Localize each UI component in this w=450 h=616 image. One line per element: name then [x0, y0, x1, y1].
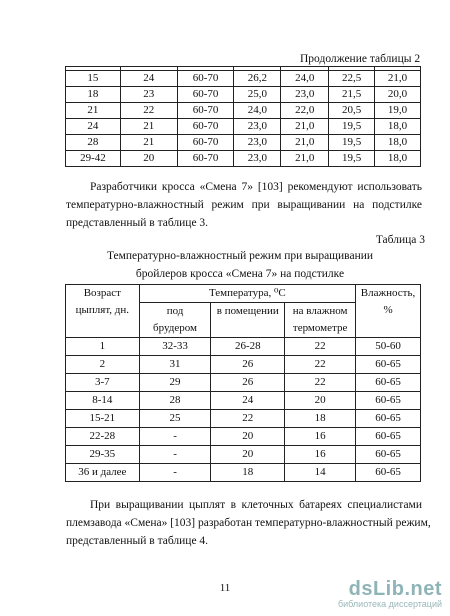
table-cell: 36 и далее	[66, 464, 140, 482]
table-cell: 24	[66, 119, 121, 135]
table-row	[66, 119, 421, 135]
table-cell: 60-65	[356, 392, 421, 410]
table-cell: 20	[211, 428, 285, 446]
under-brooder-line: под	[166, 305, 184, 317]
age-header	[66, 285, 140, 338]
paragraph-1	[66, 178, 422, 232]
table-cell: 60-70	[177, 151, 234, 167]
table-cell: 21,0	[375, 71, 421, 87]
table-row	[66, 338, 421, 356]
paragraph-2	[66, 496, 431, 550]
table-cell: 14	[285, 464, 356, 482]
paragraph-line: При выращивании цыплят в клеточных батареях специалистами	[90, 499, 422, 511]
table-cell: 21,0	[281, 135, 329, 151]
wet-thermometer-line: на влажном	[292, 305, 348, 317]
paragraph-line: представленный в таблице 4.	[66, 535, 209, 547]
humidity-header-line: Влажность,	[360, 287, 416, 299]
table-cell: 21,0	[281, 151, 329, 167]
table-cell: 3-7	[66, 374, 140, 392]
under-brooder-header	[139, 303, 211, 338]
table-cell: 8-14	[66, 392, 140, 410]
table-row	[66, 71, 421, 87]
table-cell: 60-65	[356, 446, 421, 464]
table-cell: 18,0	[375, 151, 421, 167]
table-row	[66, 410, 421, 428]
table-cell: 60-70	[177, 103, 234, 119]
table-row	[66, 446, 421, 464]
caption-line: Температурно-влажностный режим при выращивании	[106, 250, 374, 262]
table-cell: 32-33	[139, 338, 211, 356]
table-cell: 2	[66, 356, 140, 374]
table-cell: 22	[285, 374, 356, 392]
humidity-header	[356, 285, 421, 338]
table-cell: 20	[285, 392, 356, 410]
table-cell: 22-28	[66, 428, 140, 446]
paragraph-line: температурно-влажностный режим при выращивании на подстилке	[66, 199, 422, 211]
table-cell: 15-21	[66, 410, 140, 428]
table-cell: 18	[211, 464, 285, 482]
table-cell: -	[139, 464, 211, 482]
table-cell: 21	[66, 103, 121, 119]
temperature-header: Температура, ⁰С	[139, 285, 355, 303]
table-row	[66, 103, 421, 119]
table-cell: 50-60	[356, 338, 421, 356]
in-room-header: в помещении	[211, 303, 285, 338]
table-cell: 23	[120, 87, 177, 103]
table-cell: 18,0	[375, 135, 421, 151]
page-number: 11	[219, 582, 231, 594]
age-header-line: Возраст	[83, 287, 121, 299]
table-cell: 24,0	[234, 103, 281, 119]
table-cell: 19,5	[329, 151, 375, 167]
wet-thermometer-header	[285, 303, 356, 338]
table3	[65, 284, 421, 482]
table-cell: 23,0	[281, 87, 329, 103]
table-cell: 20,5	[329, 103, 375, 119]
humidity-header-line: %	[383, 304, 393, 316]
table-cell: 60-65	[356, 428, 421, 446]
table-cell: 26,2	[234, 71, 281, 87]
paragraph-line: представленный в таблице 3.	[66, 217, 209, 229]
table-cell: 25,0	[234, 87, 281, 103]
age-header-line: цыплят, дн.	[75, 304, 130, 316]
table-cell: 28	[139, 392, 211, 410]
watermark-subtitle: библиотека диссертаций	[337, 599, 442, 609]
table-cell: 26-28	[211, 338, 285, 356]
table-cell: 18,0	[375, 119, 421, 135]
table-cell: 22,0	[281, 103, 329, 119]
table-cell: 24	[120, 71, 177, 87]
table-row	[66, 87, 421, 103]
table-cell: 60-70	[177, 135, 234, 151]
table-cell: 60-70	[177, 119, 234, 135]
table-cell: 22	[285, 356, 356, 374]
table-cell: 24,0	[281, 71, 329, 87]
table-cell: 19,5	[329, 135, 375, 151]
table-cell: 20	[120, 151, 177, 167]
table-row	[66, 464, 421, 482]
caption-line: бройлеров кросса «Смена 7» на подстилке	[135, 268, 345, 280]
table-cell: 29	[139, 374, 211, 392]
paragraph-line: племзавода «Смена» [103] разработан температурно-влажностный режим,	[66, 517, 431, 529]
table-cell: 19,5	[329, 119, 375, 135]
table-cell: 26	[211, 374, 285, 392]
table-cell: 23,0	[234, 119, 281, 135]
table-cell: 1	[66, 338, 140, 356]
watermark-logo: dsLib.net	[348, 578, 442, 600]
table-cell: 21	[120, 135, 177, 151]
table-row	[66, 374, 421, 392]
paragraph-line: Разработчики кросса «Смена 7» [103] рекомендуют использовать	[90, 181, 422, 193]
table-row	[66, 135, 421, 151]
table-cell: 21,0	[281, 119, 329, 135]
table-cell: 31	[139, 356, 211, 374]
table-row	[66, 392, 421, 410]
table-cell: 22	[120, 103, 177, 119]
table-row	[66, 428, 421, 446]
table-cell: 19,0	[375, 103, 421, 119]
table-cell: 23,0	[234, 135, 281, 151]
table-cell: 60-65	[356, 464, 421, 482]
table2-continuation-label: Продолжение таблицы 2	[300, 53, 421, 65]
table-cell: 21,5	[329, 87, 375, 103]
table-cell: 16	[285, 428, 356, 446]
table-cell: 18	[285, 410, 356, 428]
table-cell: 23,0	[234, 151, 281, 167]
table-cell: 16	[285, 446, 356, 464]
under-brooder-line: брудером	[153, 322, 198, 334]
table-cell: 22,5	[329, 71, 375, 87]
table-cell: 20,0	[375, 87, 421, 103]
table-cell: 24	[211, 392, 285, 410]
table-cell: 25	[139, 410, 211, 428]
table-cell: 60-70	[177, 87, 234, 103]
table-cell: 26	[211, 356, 285, 374]
table-cell: 22	[211, 410, 285, 428]
table-cell: 22	[285, 338, 356, 356]
table-row	[66, 151, 421, 167]
table-cell: 60-65	[356, 410, 421, 428]
table-cell: 28	[66, 135, 121, 151]
table-cell: 60-65	[356, 374, 421, 392]
table-cell: 29-42	[66, 151, 121, 167]
table-cell: 15	[66, 71, 121, 87]
table-cell: 18	[66, 87, 121, 103]
table-cell: -	[139, 428, 211, 446]
table-cell: -	[139, 446, 211, 464]
table2	[65, 66, 421, 167]
table-cell: 20	[211, 446, 285, 464]
table-cell: 60-65	[356, 356, 421, 374]
table3-caption	[60, 247, 420, 283]
table-row	[66, 356, 421, 374]
wet-thermometer-line: термометре	[292, 322, 348, 334]
table-cell: 60-70	[177, 71, 234, 87]
table-cell: 29-35	[66, 446, 140, 464]
table-cell: 21	[120, 119, 177, 135]
table3-label: Таблица 3	[375, 234, 425, 246]
watermark	[338, 579, 442, 610]
